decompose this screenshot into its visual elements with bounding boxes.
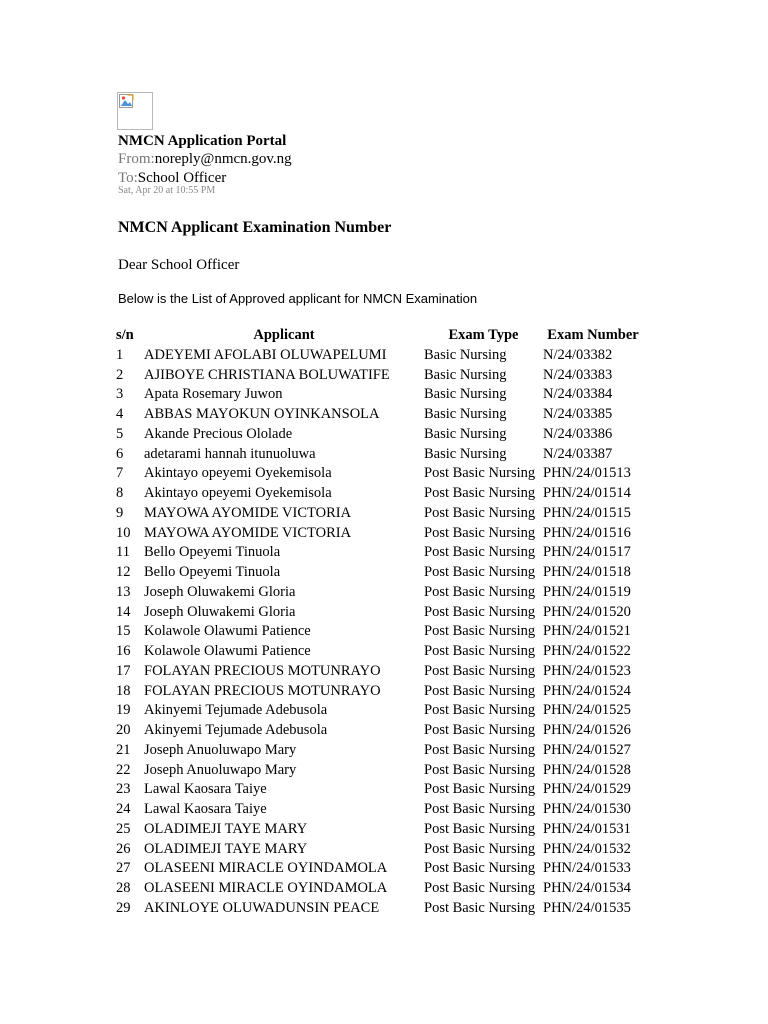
from-line: [118, 150, 292, 168]
row-exam-number: PHN/24/01535: [543, 899, 631, 916]
row-exam-number: PHN/24/01517: [543, 544, 631, 561]
row-applicant: Apata Rosemary Juwon: [144, 386, 283, 403]
row-sn: 12: [116, 564, 131, 580]
row-sn: 9: [116, 504, 124, 521]
row-sn: 23: [116, 781, 131, 798]
row-exam-type: Post Basic Nursing: [424, 504, 536, 521]
row-exam-number: PHN/24/01534: [543, 880, 631, 896]
row-applicant: Bello Opeyemi Tinuola: [144, 564, 281, 580]
row-exam-type: Post Basic Nursing: [424, 643, 536, 659]
row-applicant: OLASEENI MIRACLE OYINDAMOLA: [144, 880, 388, 896]
column-header-applicant: Applicant: [253, 327, 315, 343]
row-exam-type: Post Basic Nursing: [424, 741, 536, 758]
row-exam-number: PHN/24/01523: [543, 662, 631, 679]
row-applicant: OLADIMEJI TAYE MARY: [144, 840, 308, 857]
table-row: [115, 504, 643, 524]
row-exam-type: Post Basic Nursing: [424, 485, 536, 501]
row-exam-type: Basic Nursing: [424, 445, 507, 462]
to-label: To:: [118, 170, 138, 186]
from-label: From:: [118, 151, 155, 167]
row-exam-number: N/24/03383: [543, 366, 613, 383]
row-exam-type: Post Basic Nursing: [424, 840, 536, 857]
row-exam-number: PHN/24/01513: [543, 465, 631, 482]
table-row: [115, 385, 643, 405]
email-date: Sat, Apr 20 at 10:55 PM: [118, 185, 216, 196]
table-row: [115, 899, 643, 919]
row-applicant: ABBAS MAYOKUN OYINKANSOLA: [144, 406, 380, 422]
row-sn: 7: [116, 465, 124, 482]
table-row: [115, 761, 643, 781]
row-applicant: Joseph Oluwakemi Gloria: [144, 603, 296, 620]
table-row: [115, 800, 643, 820]
column-header-exam-number: Exam Number: [547, 327, 639, 343]
row-applicant: Joseph Oluwakemi Gloria: [144, 583, 296, 600]
table-row: [115, 464, 643, 484]
row-applicant: Akande Precious Ololade: [144, 425, 293, 442]
table-row: [115, 662, 643, 682]
row-exam-number: PHN/24/01528: [543, 761, 631, 778]
row-sn: 29: [116, 899, 131, 916]
row-applicant: FOLAYAN PRECIOUS MOTUNRAYO: [144, 682, 381, 699]
row-exam-type: Post Basic Nursing: [424, 820, 536, 837]
row-sn: 28: [116, 880, 131, 896]
table-row: [115, 642, 643, 662]
row-exam-number: PHN/24/01515: [543, 504, 631, 521]
table-row: [115, 721, 643, 741]
row-sn: 16: [116, 643, 131, 659]
row-exam-number: PHN/24/01516: [543, 524, 631, 541]
broken-image-icon: [117, 92, 153, 130]
table-row: [115, 543, 643, 563]
row-applicant: Joseph Anuoluwapo Mary: [144, 761, 297, 778]
row-sn: 6: [116, 445, 124, 462]
row-exam-type: Post Basic Nursing: [424, 761, 536, 778]
row-exam-type: Post Basic Nursing: [424, 682, 536, 699]
row-exam-type: Basic Nursing: [424, 366, 507, 383]
row-applicant: Lawal Kaosara Taiye: [144, 801, 267, 817]
row-exam-number: PHN/24/01521: [543, 623, 631, 640]
row-sn: 22: [116, 761, 131, 778]
row-exam-type: Basic Nursing: [424, 386, 507, 403]
row-sn: 25: [116, 820, 131, 837]
row-exam-number: N/24/03382: [543, 346, 613, 363]
row-sn: 18: [116, 682, 131, 699]
row-exam-number: PHN/24/01522: [543, 643, 631, 659]
row-exam-number: PHN/24/01525: [543, 702, 631, 719]
row-applicant: Kolawole Olawumi Patience: [144, 643, 311, 659]
row-applicant: ADEYEMI AFOLABI OLUWAPELUMI: [144, 346, 387, 363]
table-row: [115, 820, 643, 840]
row-exam-type: Basic Nursing: [424, 346, 507, 363]
row-exam-type: Post Basic Nursing: [424, 603, 536, 620]
row-sn: 3: [116, 386, 124, 403]
table-row: [115, 583, 643, 603]
row-exam-type: Post Basic Nursing: [424, 524, 536, 541]
row-applicant: Kolawole Olawumi Patience: [144, 623, 311, 640]
row-exam-number: PHN/24/01524: [543, 682, 631, 699]
row-exam-number: PHN/24/01530: [543, 801, 631, 817]
row-exam-type: Post Basic Nursing: [424, 801, 536, 817]
row-sn: 17: [116, 662, 131, 679]
table-row: [115, 840, 643, 860]
row-sn: 15: [116, 623, 131, 640]
row-applicant: Joseph Anuoluwapo Mary: [144, 741, 297, 758]
table-row: [115, 780, 643, 800]
column-header-exam-type: Exam Type: [448, 327, 519, 343]
row-applicant: Akinyemi Tejumade Adebusola: [144, 722, 328, 738]
row-sn: 26: [116, 840, 131, 857]
table-row: [115, 425, 643, 445]
row-exam-type: Post Basic Nursing: [424, 722, 536, 738]
row-sn: 20: [116, 722, 131, 738]
table-row: [115, 405, 643, 425]
table-row: [115, 563, 643, 583]
row-exam-type: Post Basic Nursing: [424, 880, 536, 896]
table-row: [115, 622, 643, 642]
row-applicant: Akintayo opeyemi Oyekemisola: [144, 485, 332, 501]
row-exam-type: Post Basic Nursing: [424, 544, 536, 561]
table-row: [115, 603, 643, 623]
row-exam-type: Post Basic Nursing: [424, 662, 536, 679]
row-sn: 10: [116, 524, 131, 541]
table-row: [115, 879, 643, 899]
table-row: [115, 741, 643, 761]
applicant-table: [115, 326, 643, 919]
row-exam-type: Post Basic Nursing: [424, 465, 536, 482]
row-exam-number: PHN/24/01529: [543, 781, 631, 798]
row-exam-number: N/24/03386: [543, 425, 613, 442]
row-exam-number: PHN/24/01532: [543, 840, 631, 857]
row-sn: 13: [116, 583, 131, 600]
row-exam-number: PHN/24/01531: [543, 820, 631, 837]
row-sn: 2: [116, 366, 124, 383]
table-row: [115, 484, 643, 504]
row-applicant: Akinyemi Tejumade Adebusola: [144, 702, 328, 719]
row-exam-type: Post Basic Nursing: [424, 583, 536, 600]
table-row: [115, 859, 643, 879]
email-greeting: Dear School Officer: [118, 257, 240, 273]
row-sn: 24: [116, 801, 131, 817]
row-sn: 4: [116, 406, 124, 422]
row-exam-number: N/24/03384: [543, 386, 613, 403]
row-exam-type: Post Basic Nursing: [424, 781, 536, 798]
row-exam-type: Post Basic Nursing: [424, 899, 536, 916]
row-applicant: Akintayo opeyemi Oyekemisola: [144, 465, 332, 482]
row-applicant: OLADIMEJI TAYE MARY: [144, 820, 308, 837]
email-intro: Below is the List of Approved applicant for NMCN Examination: [118, 291, 478, 306]
table-row: [115, 346, 643, 366]
row-exam-number: PHN/24/01520: [543, 603, 631, 620]
table-row: [115, 524, 643, 544]
table-row: [115, 682, 643, 702]
row-applicant: adetarami hannah itunuoluwa: [144, 445, 316, 462]
row-exam-number: PHN/24/01514: [543, 485, 631, 501]
row-applicant: Bello Opeyemi Tinuola: [144, 544, 281, 561]
row-exam-type: Post Basic Nursing: [424, 623, 536, 640]
row-exam-type: Basic Nursing: [424, 425, 507, 442]
row-applicant: AJIBOYE CHRISTIANA BOLUWATIFE: [144, 366, 390, 383]
row-sn: 5: [116, 425, 124, 442]
row-applicant: MAYOWA AYOMIDE VICTORIA: [144, 504, 352, 521]
table-body: [115, 346, 643, 919]
table-row: [115, 366, 643, 386]
row-applicant: OLASEENI MIRACLE OYINDAMOLA: [144, 860, 388, 877]
table-row: [115, 445, 643, 465]
row-exam-type: Post Basic Nursing: [424, 564, 536, 580]
from-address[interactable]: noreply@nmcn.gov.ng: [154, 151, 292, 167]
row-exam-number: N/24/03387: [543, 445, 613, 462]
table-header-row: [115, 326, 643, 346]
email-subject: NMCN Applicant Examination Number: [118, 219, 392, 236]
row-sn: 27: [116, 860, 131, 877]
row-applicant: FOLAYAN PRECIOUS MOTUNRAYO: [144, 662, 381, 679]
row-sn: 21: [116, 741, 131, 758]
row-applicant: Lawal Kaosara Taiye: [144, 781, 267, 798]
row-applicant: AKINLOYE OLUWADUNSIN PEACE: [144, 899, 380, 916]
table-row: [115, 701, 643, 721]
row-exam-type: Post Basic Nursing: [424, 860, 536, 877]
row-exam-number: PHN/24/01519: [543, 583, 631, 600]
to-recipient: School Officer: [137, 170, 227, 186]
row-sn: 1: [116, 346, 124, 363]
row-exam-type: Post Basic Nursing: [424, 702, 536, 719]
row-sn: 8: [116, 485, 124, 501]
sender-name: NMCN Application Portal: [118, 133, 287, 149]
row-exam-number: PHN/24/01533: [543, 860, 631, 877]
row-sn: 14: [116, 603, 131, 620]
column-header-sn: s/n: [116, 327, 134, 343]
row-sn: 19: [116, 702, 131, 719]
broken-image-glyph: [119, 94, 135, 110]
row-exam-number: PHN/24/01518: [543, 564, 631, 580]
row-exam-type: Basic Nursing: [424, 406, 507, 422]
row-exam-number: PHN/24/01526: [543, 722, 631, 738]
row-applicant: MAYOWA AYOMIDE VICTORIA: [144, 524, 352, 541]
row-sn: 11: [116, 544, 130, 561]
row-exam-number: PHN/24/01527: [543, 741, 631, 758]
row-exam-number: N/24/03385: [543, 406, 613, 422]
